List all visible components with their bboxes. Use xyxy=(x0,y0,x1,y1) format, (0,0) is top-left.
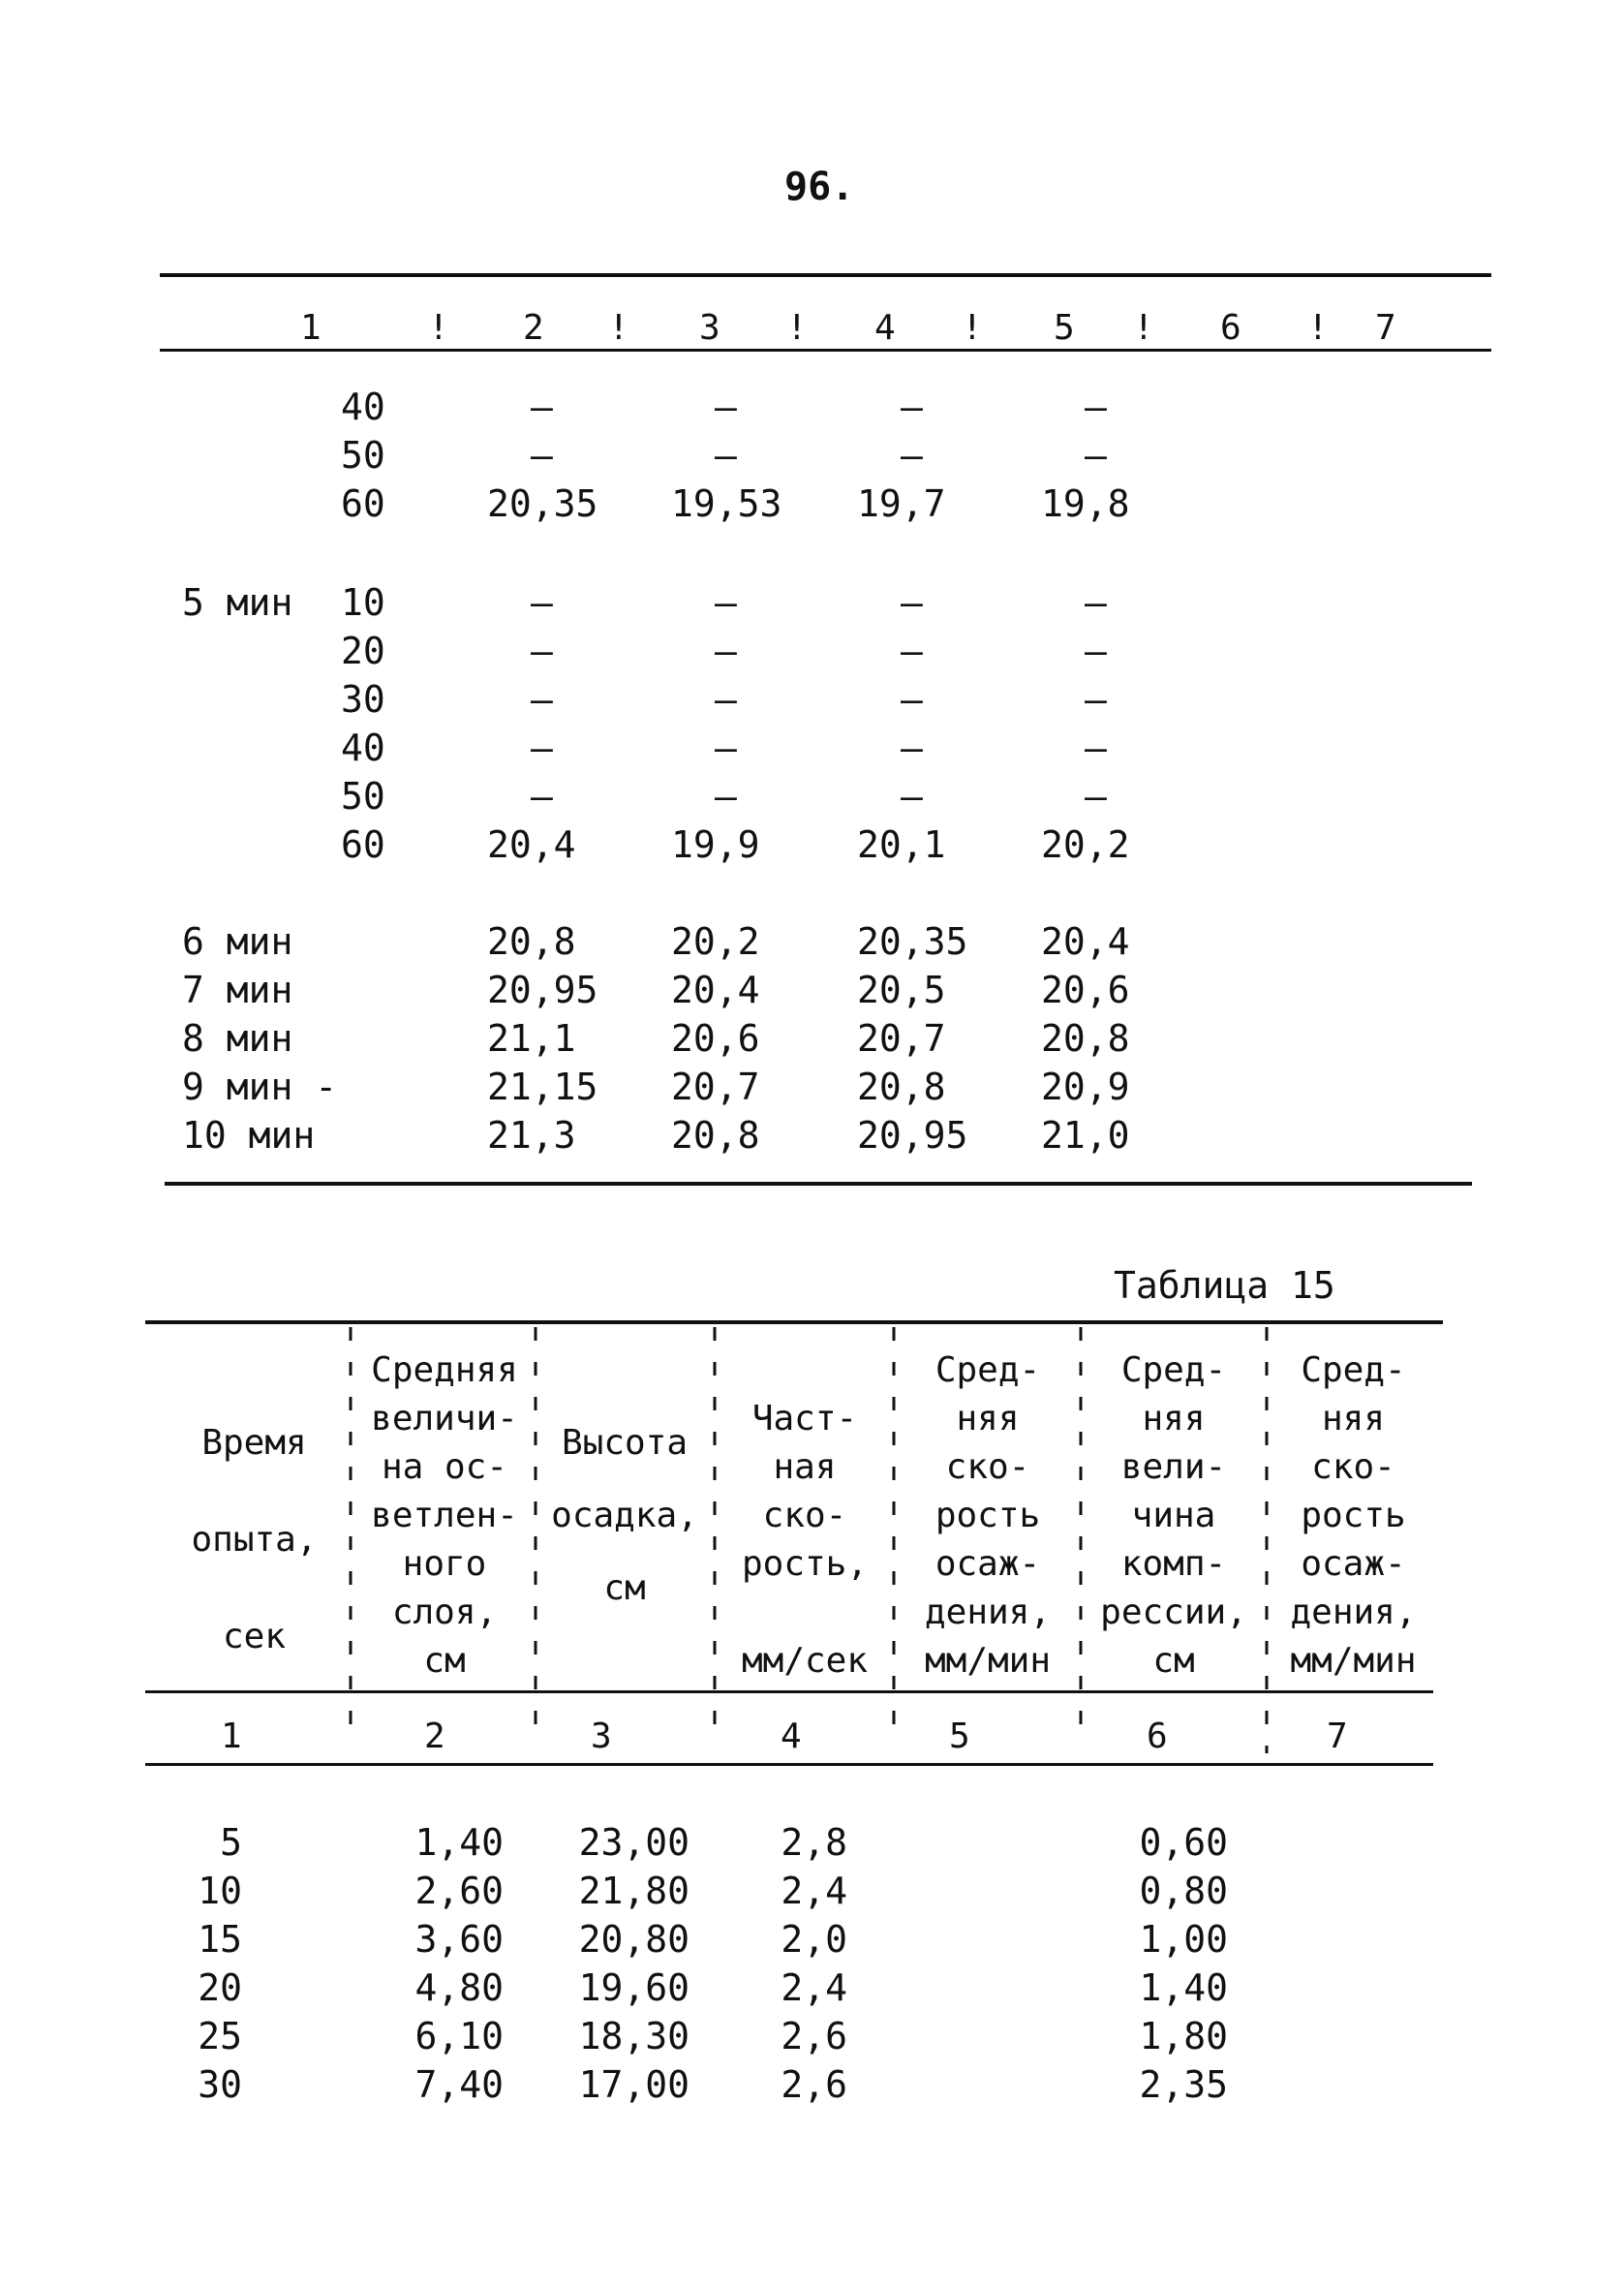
cell-c5: – xyxy=(1085,727,1107,769)
column-number-6: 6 xyxy=(1147,1717,1168,1756)
cell-col-2: 6,10 xyxy=(414,2015,504,2057)
cell-c5: 20,8 xyxy=(1041,1017,1130,1060)
header-line: на ос- xyxy=(381,1447,508,1487)
cell-col-3: 19,60 xyxy=(578,1966,689,2009)
cell-col-2: 1,40 xyxy=(414,1821,504,1864)
cell-c1: 6 мин xyxy=(182,920,293,963)
cell-c3: 20,7 xyxy=(671,1066,760,1108)
header-line: см xyxy=(1152,1641,1195,1681)
cell-col-2: 3,60 xyxy=(414,1918,504,1961)
header-line: см xyxy=(603,1568,646,1608)
header-line: рость xyxy=(1301,1496,1406,1535)
cell-c2: 20,35 xyxy=(487,482,598,525)
cell-c2: 20,4 xyxy=(487,823,576,866)
header-bottom-rule xyxy=(160,349,1491,352)
header-line: Сред- xyxy=(1120,1350,1227,1390)
column-number-5: 5 xyxy=(949,1717,970,1756)
cell-c4: – xyxy=(901,630,923,672)
cell-c5: 20,9 xyxy=(1041,1066,1130,1108)
header-line: рость xyxy=(935,1496,1041,1535)
cell-c2: 21,15 xyxy=(487,1066,598,1108)
header-line: Сред- xyxy=(1301,1350,1406,1390)
cell-c1: 7 мин xyxy=(182,969,293,1011)
header-line: ная xyxy=(773,1447,837,1487)
cell-c2: – xyxy=(531,727,553,769)
cell-c2: 21,1 xyxy=(487,1017,576,1060)
header-line: осаж- xyxy=(1301,1544,1406,1584)
cell-c4: 19,7 xyxy=(857,482,946,525)
header-line: опыта, xyxy=(191,1520,318,1560)
cell-col-4: 2,6 xyxy=(781,2015,847,2057)
cell-col-6: 0,80 xyxy=(1139,1870,1228,1912)
cell-col-6: 1,40 xyxy=(1139,1966,1228,2009)
table-title: Таблица 15 xyxy=(1114,1264,1335,1307)
cell-c3: 20,8 xyxy=(671,1114,760,1157)
cell-col-4: 2,4 xyxy=(781,1966,847,2009)
cell-c5: 20,2 xyxy=(1041,823,1130,866)
cell-col-1: 5 xyxy=(220,1821,242,1864)
cell-c1b: 50 xyxy=(341,434,385,477)
header-line: мм/мин xyxy=(924,1641,1052,1681)
cell-c2: – xyxy=(531,434,553,477)
cell-col-1: 10 xyxy=(198,1870,242,1912)
cell-c1: 10 мин xyxy=(182,1114,316,1157)
header-line: величи- xyxy=(371,1399,518,1438)
cell-c5: 19,8 xyxy=(1041,482,1130,525)
header-line: мм/сек xyxy=(741,1641,869,1681)
cell-c3: 19,53 xyxy=(671,482,782,525)
cell-c5: – xyxy=(1085,678,1107,721)
col-separator: ! xyxy=(786,308,808,348)
header-line: няя xyxy=(956,1399,1020,1438)
cell-c1b: 60 xyxy=(341,823,385,866)
cell-c4: 20,8 xyxy=(857,1066,946,1108)
cell-col-3: 17,00 xyxy=(578,2063,689,2106)
cell-c2: 20,95 xyxy=(487,969,598,1011)
header-line: комп- xyxy=(1120,1544,1227,1584)
table-top-rule xyxy=(145,1320,1443,1324)
cell-c5: – xyxy=(1085,581,1107,624)
cell-col-4: 2,6 xyxy=(781,2063,847,2106)
col-1-header: 1 xyxy=(300,308,322,348)
header-line: ско- xyxy=(762,1496,847,1535)
header-line: осаж- xyxy=(935,1544,1041,1584)
cell-c2: – xyxy=(531,775,553,818)
number-row-rule xyxy=(145,1763,1433,1766)
header-line: ветлен- xyxy=(371,1496,518,1535)
cell-col-3: 18,30 xyxy=(578,2015,689,2057)
cell-c1b: 30 xyxy=(341,678,385,721)
column-header-6 xyxy=(1083,1346,1265,1686)
cell-c1b: 10 xyxy=(341,581,385,624)
cell-col-4: 2,4 xyxy=(781,1870,847,1912)
cell-c1b: 60 xyxy=(341,482,385,525)
header-line: ско- xyxy=(1311,1447,1395,1487)
table-top-rule xyxy=(160,273,1491,277)
cell-col-3: 21,80 xyxy=(578,1870,689,1912)
col-separator: ! xyxy=(428,308,449,348)
col-7-header: 7 xyxy=(1375,308,1396,348)
col-3-header: 3 xyxy=(699,308,720,348)
page-number: 96. xyxy=(784,165,855,209)
cell-col-1: 30 xyxy=(198,2063,242,2106)
cell-c2: 21,3 xyxy=(487,1114,576,1157)
cell-c3: – xyxy=(715,386,737,428)
cell-c4: – xyxy=(901,727,923,769)
header-line: ско- xyxy=(945,1447,1030,1487)
header-line: Время xyxy=(201,1423,307,1463)
col-6-header: 6 xyxy=(1220,308,1241,348)
cell-c4: 20,95 xyxy=(857,1114,968,1157)
cell-col-3: 20,80 xyxy=(578,1918,689,1961)
header-line: см xyxy=(423,1641,466,1681)
cell-col-6: 1,00 xyxy=(1139,1918,1228,1961)
cell-col-2: 7,40 xyxy=(414,2063,504,2106)
cell-c3: – xyxy=(715,678,737,721)
column-header-2 xyxy=(353,1346,536,1686)
cell-col-4: 2,0 xyxy=(781,1918,847,1961)
cell-c3: – xyxy=(715,775,737,818)
cell-c1b: 20 xyxy=(341,630,385,672)
cell-c5: – xyxy=(1085,386,1107,428)
col-4-header: 4 xyxy=(874,308,896,348)
cell-c1: 9 мин - xyxy=(182,1066,338,1108)
cell-c3: – xyxy=(715,434,737,477)
cell-c1b: 40 xyxy=(341,386,385,428)
col-separator: ! xyxy=(962,308,983,348)
cell-col-1: 15 xyxy=(198,1918,242,1961)
cell-c3: – xyxy=(715,630,737,672)
header-line: сек xyxy=(222,1617,287,1656)
cell-c3: 20,6 xyxy=(671,1017,760,1060)
column-header-3 xyxy=(537,1419,712,1613)
cell-c3: – xyxy=(715,727,737,769)
header-line: рессии, xyxy=(1100,1593,1247,1632)
column-number-7: 7 xyxy=(1327,1717,1348,1756)
header-line: Высота xyxy=(561,1423,689,1463)
header-line: дения, xyxy=(1290,1593,1417,1632)
cell-col-3: 23,00 xyxy=(578,1821,689,1864)
header-line: няя xyxy=(1142,1399,1206,1438)
cell-c4: 20,5 xyxy=(857,969,946,1011)
cell-c1b: 50 xyxy=(341,775,385,818)
cell-col-1: 20 xyxy=(198,1966,242,2009)
table-bottom-rule xyxy=(165,1182,1472,1186)
col-separator: ! xyxy=(608,308,629,348)
cell-c2: – xyxy=(531,630,553,672)
cell-c3: 19,9 xyxy=(671,823,760,866)
header-line: рость, xyxy=(741,1544,869,1584)
column-number-3: 3 xyxy=(591,1717,612,1756)
header-line: слоя, xyxy=(391,1593,498,1632)
column-number-2: 2 xyxy=(424,1717,445,1756)
cell-c4: 20,7 xyxy=(857,1017,946,1060)
cell-col-6: 2,35 xyxy=(1139,2063,1228,2106)
cell-col-6: 0,60 xyxy=(1139,1821,1228,1864)
column-number-1: 1 xyxy=(221,1717,242,1756)
cell-c5: – xyxy=(1085,434,1107,477)
cell-c5: 20,4 xyxy=(1041,920,1130,963)
cell-c3: 20,4 xyxy=(671,969,760,1011)
cell-c4: – xyxy=(901,678,923,721)
header-line: мм/мин xyxy=(1290,1641,1417,1681)
cell-c4: – xyxy=(901,386,923,428)
cell-c2: – xyxy=(531,386,553,428)
column-header-1 xyxy=(160,1419,349,1661)
cell-c5: 21,0 xyxy=(1041,1114,1130,1157)
header-line: дения, xyxy=(924,1593,1052,1632)
cell-c5: – xyxy=(1085,630,1107,672)
header-line: няя xyxy=(1321,1399,1386,1438)
header-line: ного xyxy=(402,1544,487,1584)
header-line: Част- xyxy=(751,1399,858,1438)
cell-col-4: 2,8 xyxy=(781,1821,847,1864)
header-line: чина xyxy=(1131,1496,1216,1535)
cell-col-6: 1,80 xyxy=(1139,2015,1228,2057)
cell-c4: – xyxy=(901,434,923,477)
column-header-4 xyxy=(717,1395,893,1686)
col-2-header: 2 xyxy=(523,308,544,348)
cell-c1: 8 мин xyxy=(182,1017,293,1060)
cell-c5: – xyxy=(1085,775,1107,818)
col-5-header: 5 xyxy=(1054,308,1075,348)
column-header-5 xyxy=(896,1346,1080,1686)
header-line: Средняя xyxy=(371,1350,518,1390)
col-separator: ! xyxy=(1307,308,1329,348)
cell-col-2: 2,60 xyxy=(414,1870,504,1912)
column-header-7 xyxy=(1269,1346,1438,1686)
cell-col-1: 25 xyxy=(198,2015,242,2057)
col-separator: ! xyxy=(1133,308,1154,348)
cell-c4: – xyxy=(901,775,923,818)
cell-c3: 20,2 xyxy=(671,920,760,963)
header-line: вели- xyxy=(1120,1447,1227,1487)
cell-c1: 5 мин xyxy=(182,581,293,624)
header-bottom-rule xyxy=(145,1690,1433,1693)
cell-c4: – xyxy=(901,581,923,624)
cell-c2: – xyxy=(531,678,553,721)
cell-c5: 20,6 xyxy=(1041,969,1130,1011)
header-line: осадка, xyxy=(551,1496,698,1535)
cell-c4: 20,1 xyxy=(857,823,946,866)
cell-c4: 20,35 xyxy=(857,920,968,963)
cell-c3: – xyxy=(715,581,737,624)
column-number-4: 4 xyxy=(781,1717,802,1756)
cell-c2: – xyxy=(531,581,553,624)
header-line: Сред- xyxy=(935,1350,1041,1390)
cell-c1b: 40 xyxy=(341,727,385,769)
cell-col-2: 4,80 xyxy=(414,1966,504,2009)
cell-c2: 20,8 xyxy=(487,920,576,963)
